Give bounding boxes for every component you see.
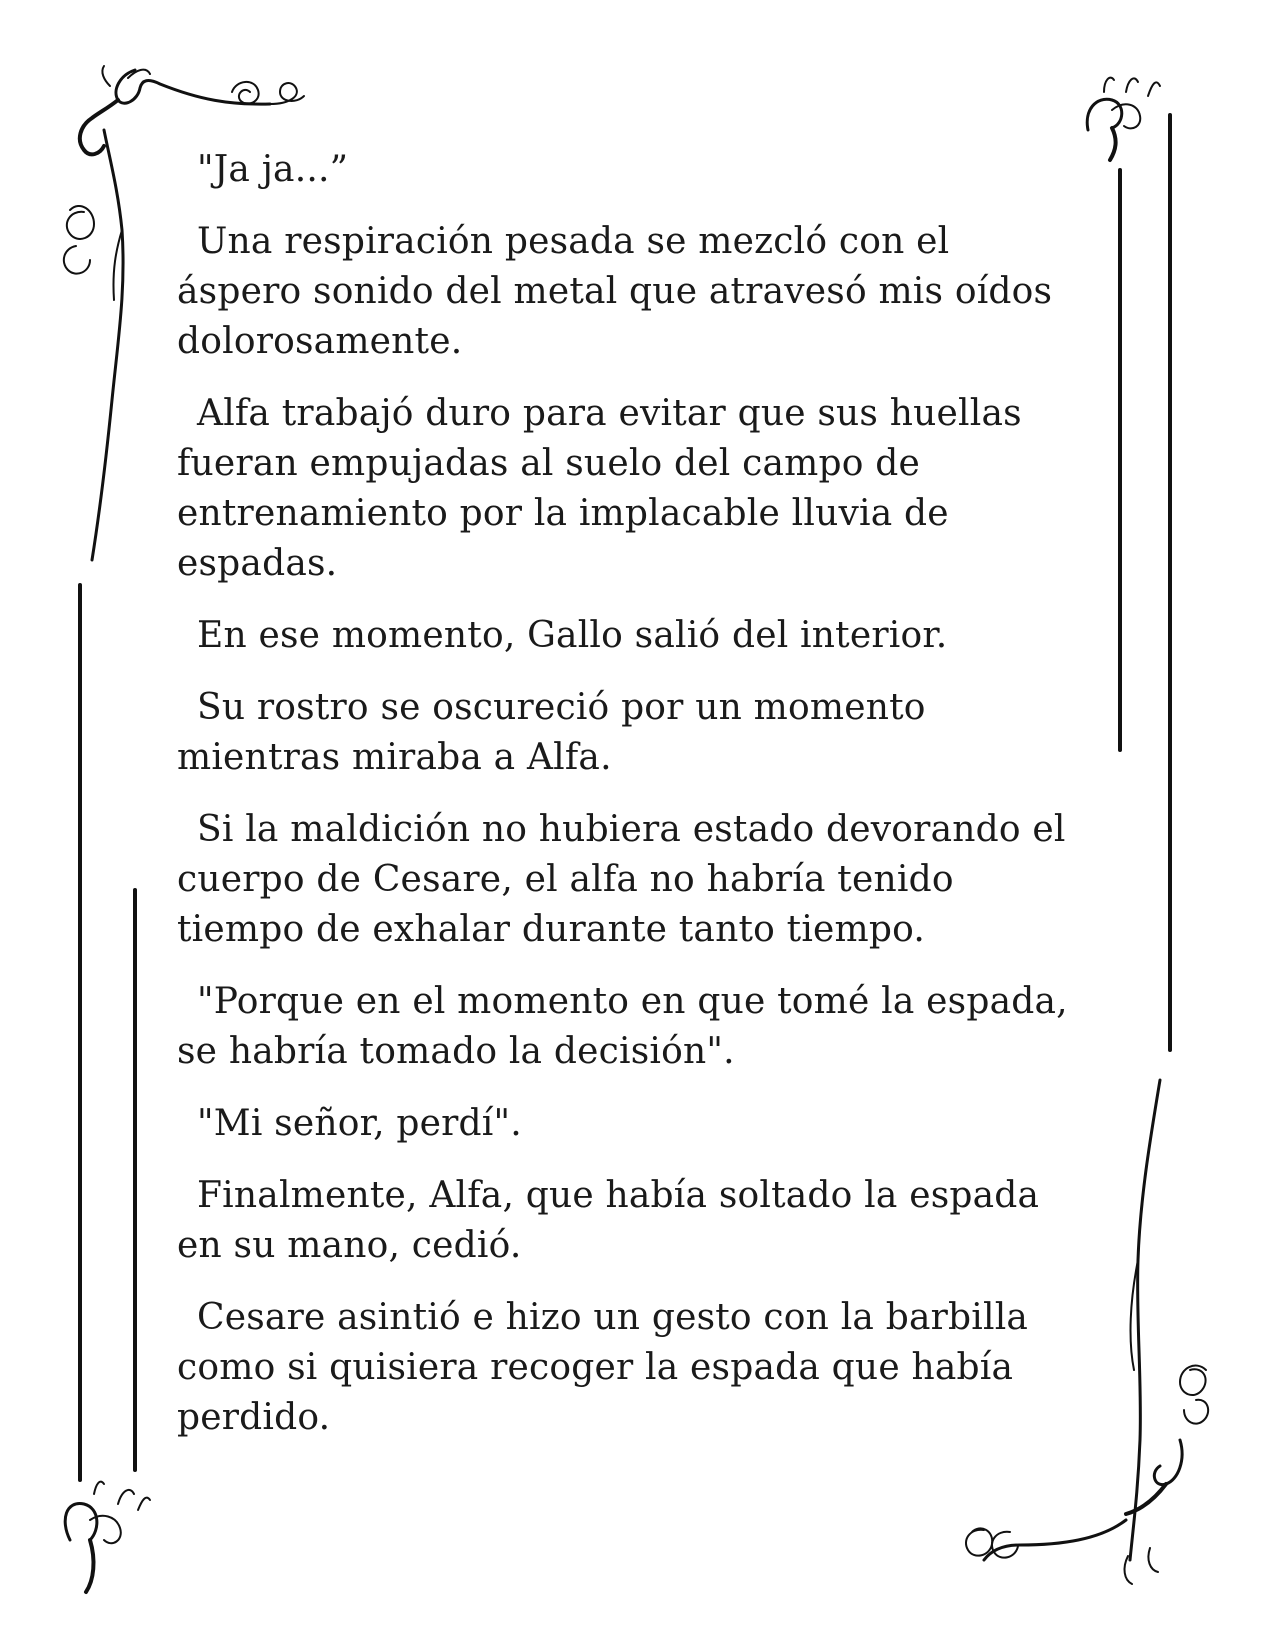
paragraph-10: Cesare asintió e hizo un gesto con la barbilla como si quisiera recoger la espada que había perdido. xyxy=(177,1297,1029,1438)
paragraph-2: Una respiración pesada se mezcló con el áspero sonido del metal que atravesó mis oídos dolorosamente. xyxy=(177,221,1053,362)
paragraph-4: En ese momento, Gallo salió del interior. xyxy=(197,615,948,656)
paragraph-1: "Ja ja...” xyxy=(197,149,349,190)
paragraph-8: "Mi señor, perdí". xyxy=(197,1103,522,1144)
paragraph-6: Si la maldición no hubiera estado devorando el cuerpo de Cesare, el alfa no habría tenido tiempo de exhalar durante tanto tiempo. xyxy=(177,809,1066,950)
paragraph-3: Alfa trabajó duro para evitar que sus huellas fueran empujadas al suelo del campo de entrenamiento por la implacable lluvia de espadas. xyxy=(177,393,1022,584)
paragraph-9: Finalmente, Alfa, que había soltado la espada en su mano, cedió. xyxy=(177,1175,1040,1266)
story-text xyxy=(177,145,1117,1465)
paragraph-7: "Porque en el momento en que tomé la espada, se habría tomado la decisión". xyxy=(177,981,1068,1072)
paragraph-5: Su rostro se oscureció por un momento mientras miraba a Alfa. xyxy=(177,687,926,778)
bottom-left-flourish-icon xyxy=(65,1482,150,1592)
